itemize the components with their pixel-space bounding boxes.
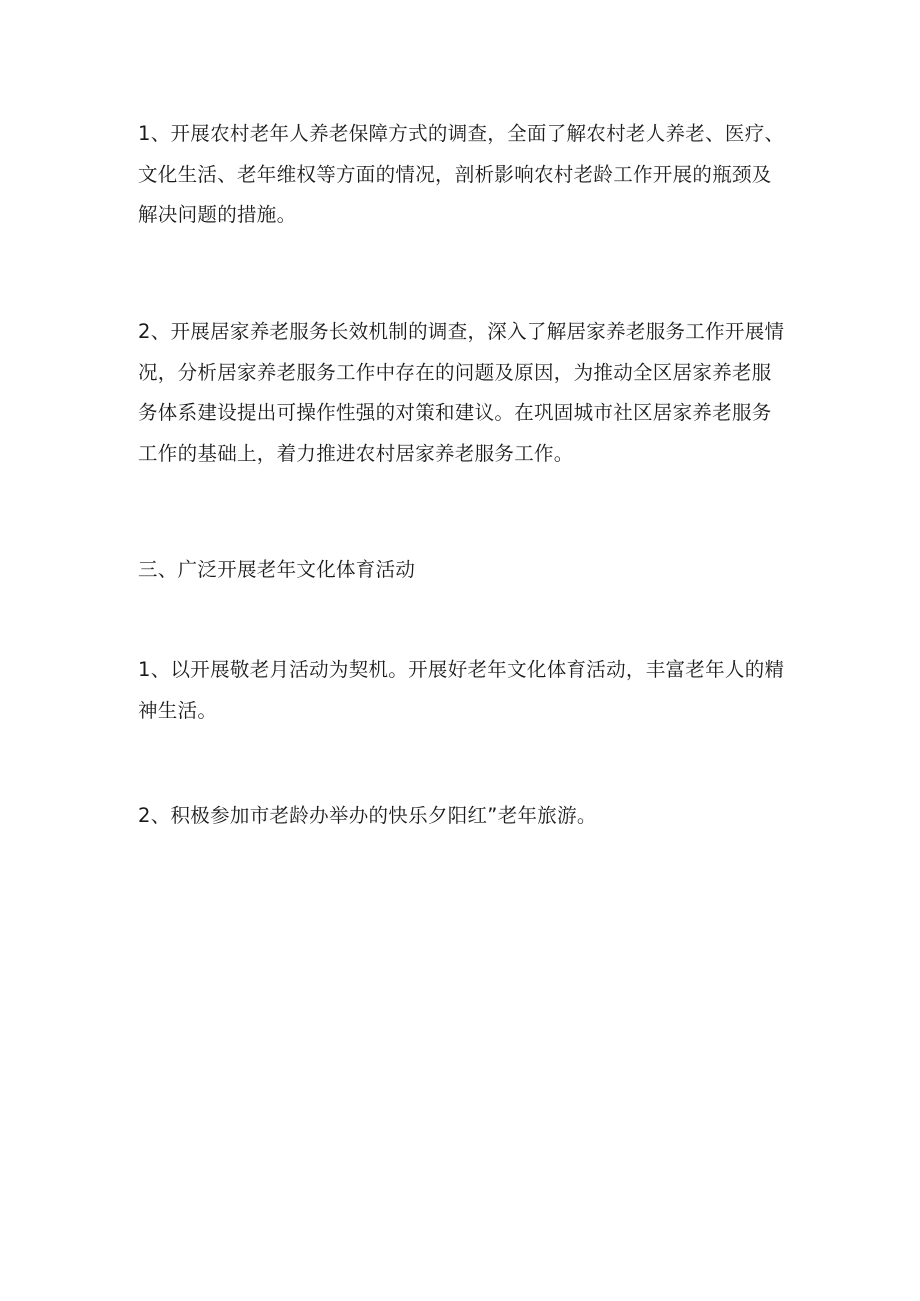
paragraph-home-care-survey: 2、开展居家养老服务长效机制的调查，深入了解居家养老服务工作开展情 况，分析居家养老服务工作中存在的问题及原因，为推动全区居家养老服 务体系建设提出可操作性强的对策和建议。在巩固城市社区居家养老服务 工作的基础上，着力推进农村居家养老服务工作。: [138, 320, 785, 465]
paragraph-rural-elderly-survey: 1、开展农村老年人养老保障方式的调查，全面了解农村老人养老、医疗、 文化生活、老年维权等方面的情况，剖析影响农村老龄工作开展的瓶颈及 解决问题的措施。: [138, 122, 785, 226]
section-heading-culture-sports: 三、广泛开展老年文化体育活动: [138, 558, 416, 581]
paragraph-elderly-tourism: 2、积极参加市老龄办举办的快乐夕阳红”老年旅游。: [138, 804, 597, 827]
paragraph-respect-month: 1、以开展敬老月活动为契机。开展好老年文化体育活动，丰富老年人的精 神生活。: [138, 658, 785, 722]
